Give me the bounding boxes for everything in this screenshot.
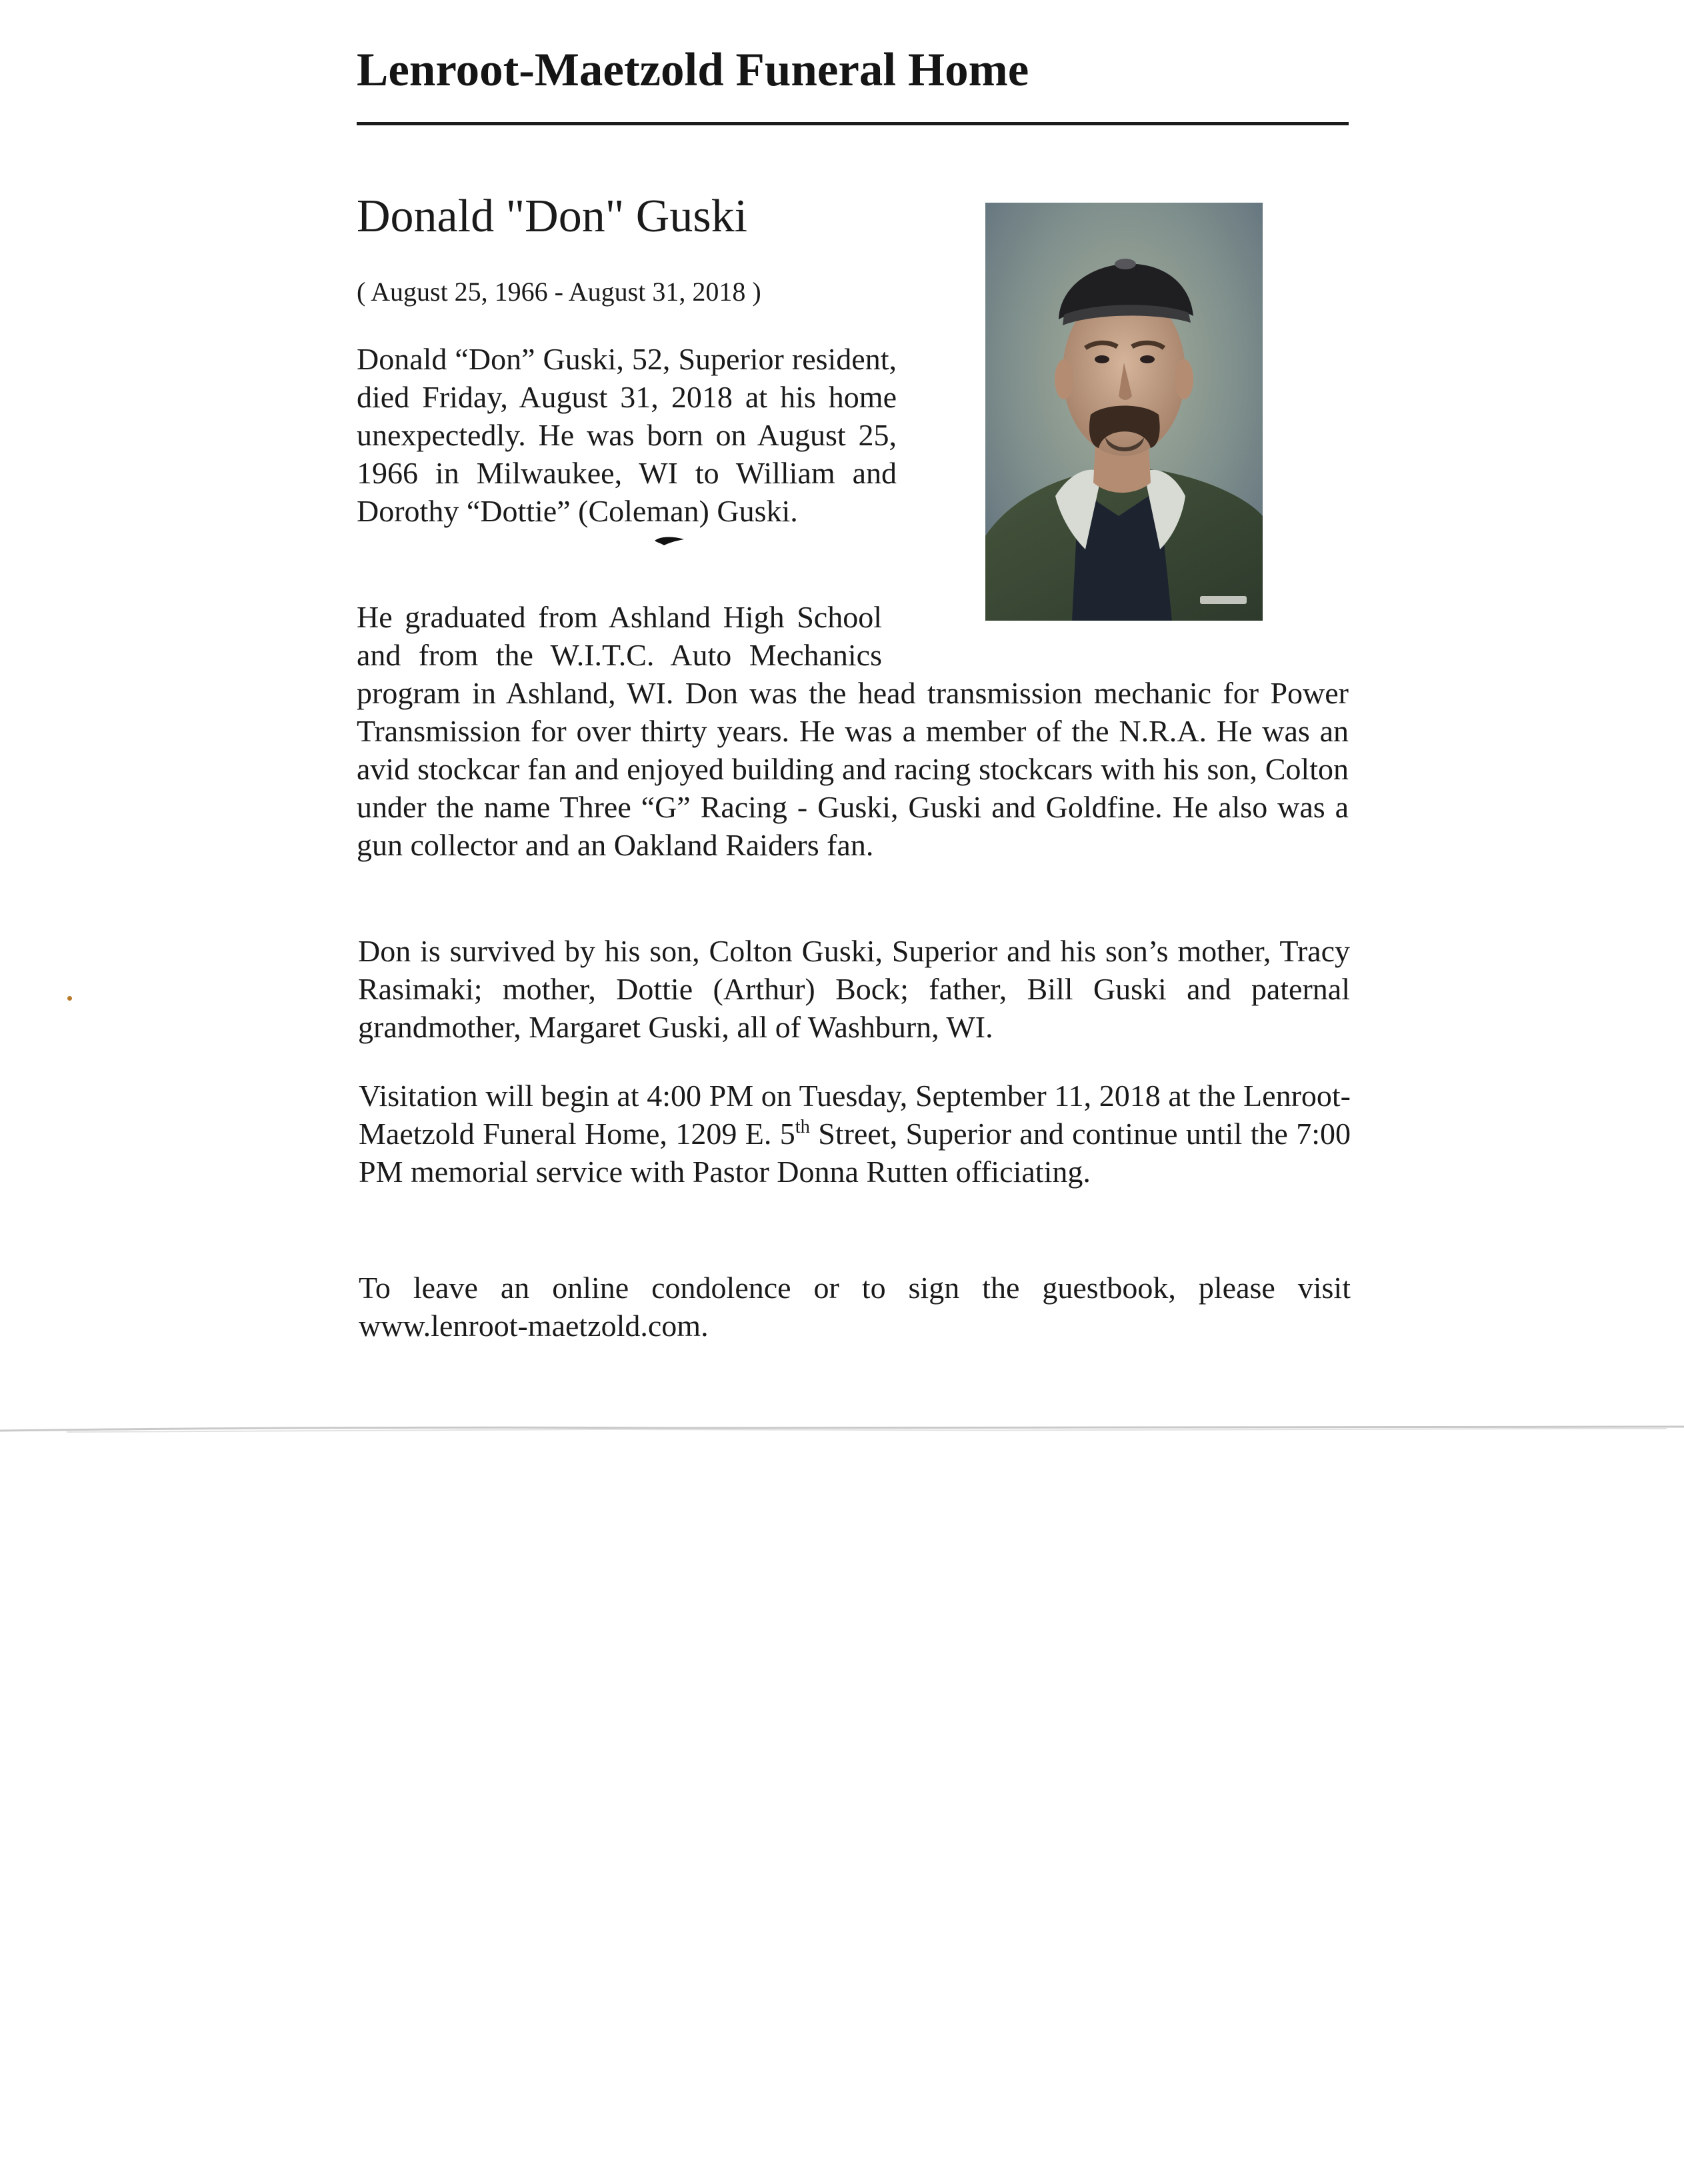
portrait-photo [985,203,1263,621]
paper-fold-line [0,1420,1684,1436]
visitation-text-start: Visitation will begin at 4:00 PM on Tuesday, September 11, 2018 at the Lenroot-Maetzold Funeral Home, 1209 E. 5 [359,1079,1351,1151]
funeral-home-title: Lenroot-Maetzold Funeral Home [357,44,1029,96]
ink-smudge [653,534,685,547]
life-dates: ( August 25, 1966 - August 31, 2018 ) [357,277,761,307]
obituary-paragraph-life [357,598,1349,864]
obituary-paragraph-intro: Donald “Don” Guski, 52, Superior resident, died Friday, August 31, 2018 at his home unexpectedly. He was born on August 25, 1966 in Milwaukee, WI to William and Dorothy “Dottie” (Coleman) Guski. [357,342,897,528]
dust-speck [67,996,72,1001]
obituary-paragraph-condolence: To leave an online condolence or to sign the guestbook, please visit www.lenroot-maetzold.com. [359,1271,1351,1343]
obituary-paragraph-visitation [359,1077,1351,1191]
obituary-paragraph-life-text: He graduated from Ashland High School and from the W.I.T.C. Auto Mechanics program in Ashland, WI. Don was the head transmission mechanic for Power Transmission for over thirty years. He was a member of the N.R.A. He was an avid stockcar fan and enjoyed building and racing stockcars with his son, Colton under the name Three “G” Racing - Guski, Guski and Goldfine. He also was a gun collector and an Oakland Raiders fan. [357,600,1349,862]
deceased-name: Donald "Don" Guski [357,191,748,242]
visitation-text-end: Street, Superior and continue until the 7:00 PM memorial service with Pastor Donna Rutten officiating. [359,1117,1351,1189]
obituary-paragraph-survivors: Don is survived by his son, Colton Guski, Superior and his son’s mother, Tracy Rasimaki; mother, Dottie (Arthur) Bock; father, Bill Guski and paternal grandmother, Margaret Guski, all of Washburn, WI. [358,934,1350,1044]
portrait-image [985,203,1263,621]
header-divider [357,122,1349,125]
ordinal-suffix: th [795,1116,810,1137]
